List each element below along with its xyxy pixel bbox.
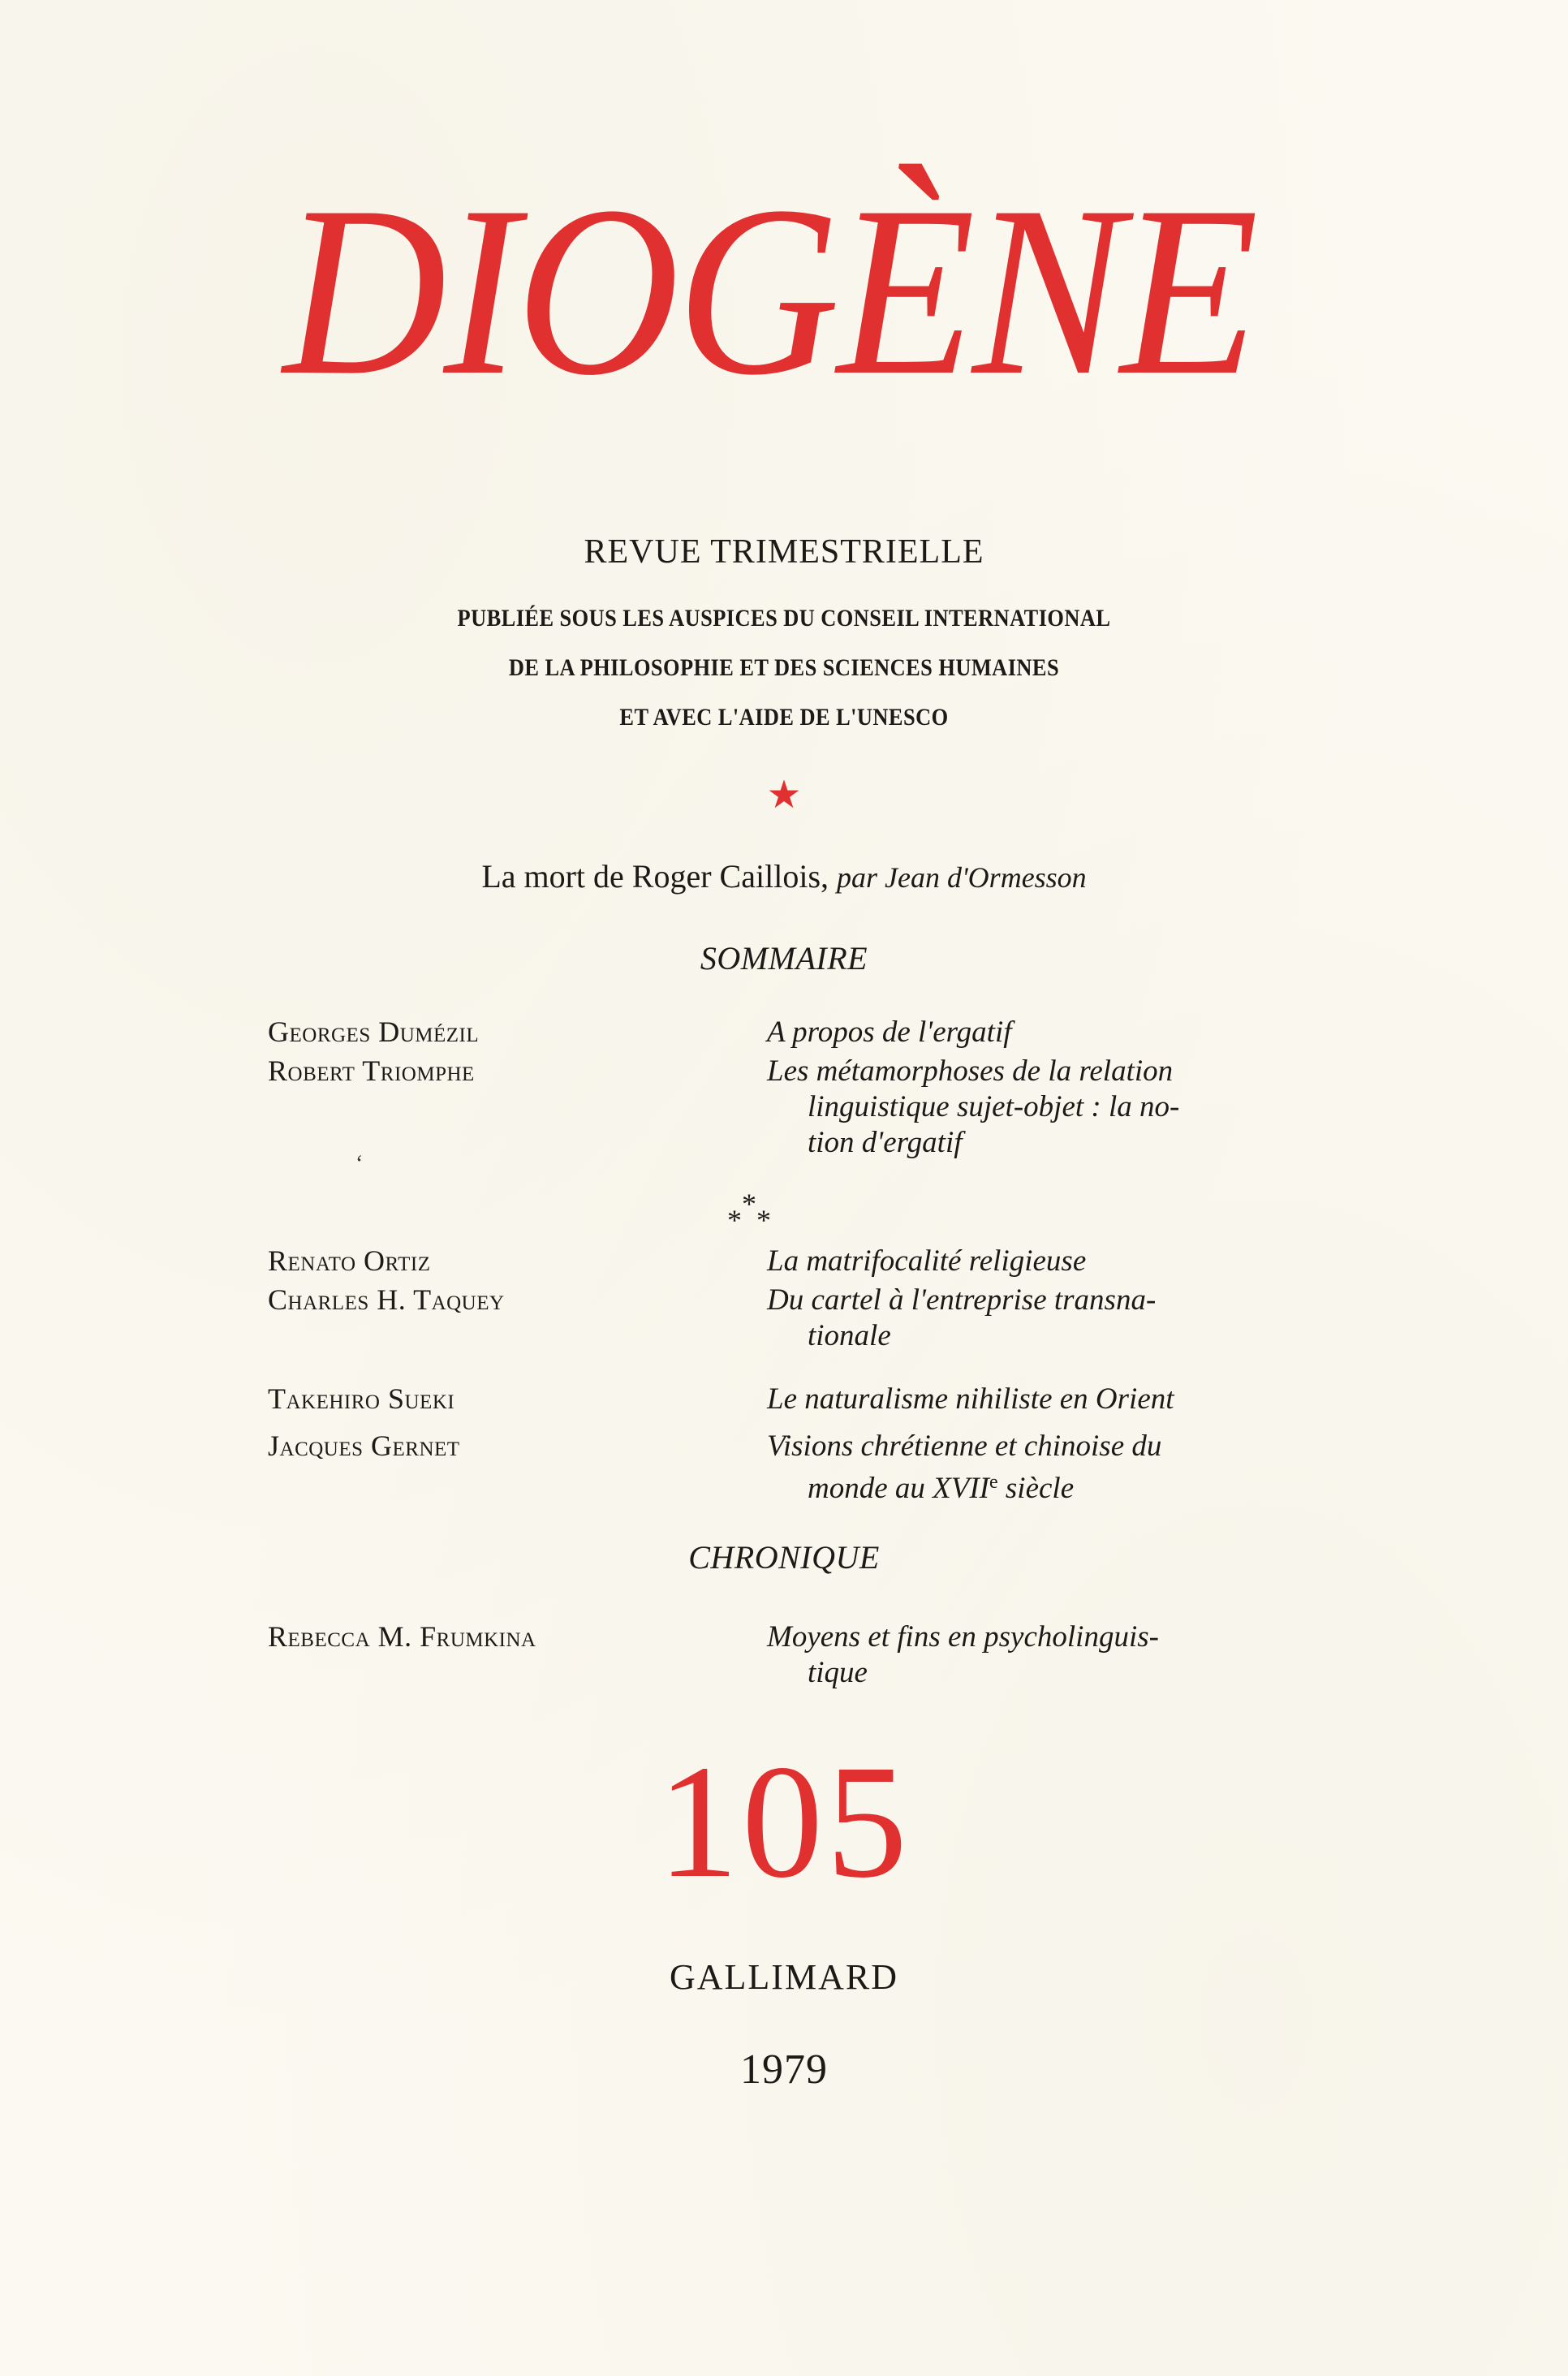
toc-title [767, 1054, 1266, 1161]
superscript: e [989, 1472, 998, 1493]
toc-author: Takehiro Sueki [268, 1382, 455, 1415]
toc-author: Robert Triomphe [268, 1054, 475, 1087]
asterisk-icon: * [742, 1188, 756, 1220]
toc-title-line-tail: siècle [997, 1472, 1075, 1505]
toc-title-line: Du cartel à l'entreprise transna- [767, 1283, 1157, 1317]
masthead-title: DIOGÈNE [282, 156, 1256, 425]
toc-title-line: Visions chrétienne et chinoise du [767, 1429, 1162, 1463]
sommaire-heading: SOMMAIRE [700, 940, 868, 977]
toc-author: Georges Dumézil [268, 1016, 480, 1048]
stray-mark: ʻ [355, 1151, 364, 1176]
toc-title [767, 1429, 1266, 1507]
lead-article-byline: par Jean d'Ormesson [837, 861, 1087, 894]
auspices-line-1: PUBLIÉE SOUS LES AUSPICES DU CONSEIL INTERNATIONAL [457, 605, 1111, 632]
toc-title-line: Moyens et fins en psycholinguis- [767, 1620, 1159, 1654]
toc-author: Renato Ortiz [268, 1244, 431, 1277]
red-star-icon: ★ [766, 774, 802, 817]
toc-author: Jacques Gernet [268, 1429, 460, 1462]
journal-subtitle: REVUE TRIMESTRIELLE [584, 533, 984, 571]
toc-title-line: tion d'ergatif [808, 1126, 963, 1159]
toc-title-line: linguistique sujet-objet : la no- [808, 1090, 1180, 1123]
publication-year: 1979 [740, 2046, 828, 2093]
asterisk-icon: * [727, 1204, 742, 1236]
toc-title [767, 1244, 1266, 1279]
toc-title-line: Le naturalisme nihiliste en Orient [767, 1382, 1174, 1416]
toc-title-line: La matrifocalité religieuse [767, 1244, 1087, 1278]
toc-title-line [767, 1464, 1266, 1507]
issue-number: 105 [657, 1732, 911, 1912]
asterisk-icon: * [756, 1204, 771, 1236]
toc-title [767, 1015, 1266, 1050]
toc-title-line: tionale [808, 1319, 891, 1352]
toc-title-line: Les métamorphoses de la relation [767, 1054, 1174, 1088]
chronique-heading: CHRONIQUE [688, 1539, 880, 1576]
toc-title-line-text: monde au XVII [808, 1472, 989, 1505]
lead-article [0, 857, 1568, 895]
asterism-separator [722, 1189, 787, 1246]
auspices-line-2: DE LA PHILOSOPHIE ET DES SCIENCES HUMAINES [508, 654, 1060, 681]
toc-title [767, 1283, 1266, 1354]
publisher-name: GALLIMARD [670, 1957, 898, 1997]
toc-title [767, 1619, 1266, 1691]
toc-author: Charles H. Taquey [268, 1283, 505, 1316]
toc-title-line: tique [808, 1656, 868, 1689]
toc-author: Rebecca M. Frumkina [268, 1620, 536, 1653]
lead-article-title: La mort de Roger Caillois, [481, 858, 829, 895]
toc-title-line: A propos de l'ergatif [767, 1016, 1012, 1049]
auspices-line-3: ET AVEC L'AIDE DE L'UNESCO [619, 704, 949, 731]
toc-title [767, 1382, 1266, 1417]
